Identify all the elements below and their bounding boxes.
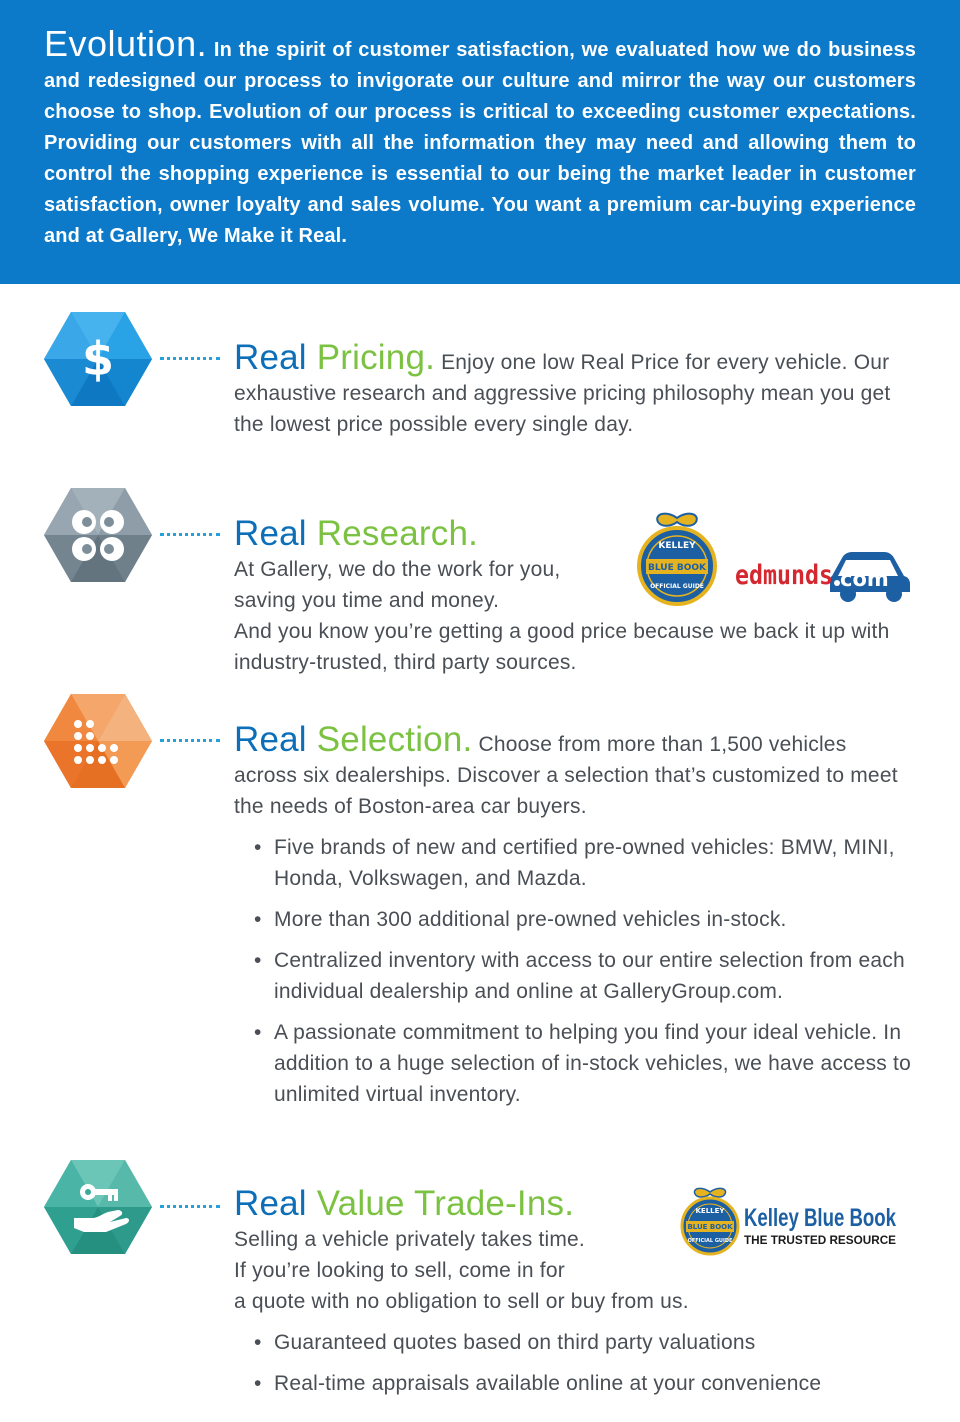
research-line1: At Gallery, we do the work for you,: [234, 558, 561, 581]
kbb-logo-badge-bottom: OFFICIAL GUIDE: [687, 1238, 733, 1244]
selection-content: [234, 720, 914, 1120]
pricing-content: [234, 338, 914, 440]
pricing-heading: [234, 338, 435, 377]
selection-heading-word2: Selection.: [316, 720, 473, 759]
intro-banner: [0, 0, 960, 284]
selection-heading: [234, 720, 472, 759]
list-item: • Five brands of new and certified pre-owned vehicles: BMW, MINI, Honda, Volkswagen, and Mazda.: [254, 832, 914, 894]
selection-heading-word1: Real: [234, 720, 307, 759]
list-item: • Real-time appraisals available online at your convenience: [254, 1368, 914, 1399]
connector-dots: [160, 739, 220, 743]
research-line3: And you know you’re getting a good price because we back it up with industry-trusted, third party sources.: [234, 620, 890, 674]
kbb-logo-name: Kelley Blue Book: [744, 1204, 897, 1232]
pricing-heading-word2: Pricing.: [316, 338, 436, 377]
tradein-line1: Selling a vehicle privately takes time.: [234, 1228, 585, 1251]
key-hand-icon: [44, 1160, 152, 1254]
research-line2: saving you time and money.: [234, 589, 500, 612]
list-item: • Guaranteed quotes based on third party valuations: [254, 1327, 914, 1358]
grid-dots-icon: [44, 694, 152, 788]
edmunds-suffix: com: [840, 567, 889, 591]
list-item: • More than 300 additional pre-owned vehicles in-stock.: [254, 904, 914, 935]
intro-lead: Evolution.: [44, 23, 208, 64]
connector-dots: [160, 533, 220, 537]
dollar-icon: [44, 312, 152, 406]
tradein-bullets: [234, 1327, 914, 1399]
pricing-heading-word1: Real: [234, 338, 307, 377]
kelley-blue-book-logo: [678, 1184, 900, 1258]
intro-text: In the spirit of customer satisfaction, we evaluated how we do business and redesigned our process to invigorate our culture and mirror the way our customers choose to shop. Evolution of our process is critical to exceeding customer expectations. Providing our customers with all the information they may need and allowing them to control the shopping experience is essential to our being the market leader in customer satisfaction, owner loyalty and sales volume. You want a premium car-buying experience and at Gallery, We Make it Real.: [44, 39, 916, 247]
svg-text:$: $: [81, 332, 115, 386]
research-heading-word2: Research.: [316, 514, 479, 553]
kbb-logo-badge-top: KELLEY: [695, 1207, 725, 1215]
connector-dots: [160, 1205, 220, 1209]
tradein-heading-word2: Value Trade-Ins.: [316, 1184, 575, 1223]
selection-bullets: [234, 832, 914, 1110]
list-item: • A passionate commitment to helping you find your ideal vehicle. In addition to a huge selection of in-stock vehicles, we have access to unlimited virtual inventory.: [254, 1017, 914, 1110]
kbb-logo-badge-middle: BLUE BOOK: [687, 1223, 733, 1231]
selection-text: Choose from more than 1,500 vehicles across six dealerships. Discover a selection that’s customized to meet the needs of Boston-area car buyers.: [234, 733, 898, 818]
edmunds-word: edmunds: [735, 560, 833, 591]
list-item: • Centralized inventory with access to our entire selection from each individual dealership and online at GalleryGroup.com.: [254, 945, 914, 1007]
kbb-badge-middle: BLUE BOOK: [648, 563, 706, 573]
connector-dots: [160, 357, 220, 361]
research-heading-word1: Real: [234, 514, 307, 553]
research-icon: [44, 488, 152, 582]
pricing-text: Enjoy one low Real Price for every vehicle. Our exhaustive research and aggressive pricing philosophy mean you get the lowest price possible every single day.: [234, 351, 891, 436]
kbb-badge-top: KELLEY: [658, 541, 696, 551]
tradein-line3: a quote with no obligation to sell or buy from us.: [234, 1290, 689, 1313]
kbb-logo-tagline: THE TRUSTED RESOURCE: [744, 1233, 896, 1247]
kbb-badge-bottom: OFFICIAL GUIDE: [650, 583, 704, 590]
kbb-badge-logo: [636, 510, 718, 610]
tradein-heading-word1: Real: [234, 1184, 307, 1223]
intro-paragraph: [44, 23, 916, 252]
edmunds-logo: [734, 546, 910, 602]
tradein-line2: If you’re looking to sell, come in for: [234, 1259, 565, 1282]
